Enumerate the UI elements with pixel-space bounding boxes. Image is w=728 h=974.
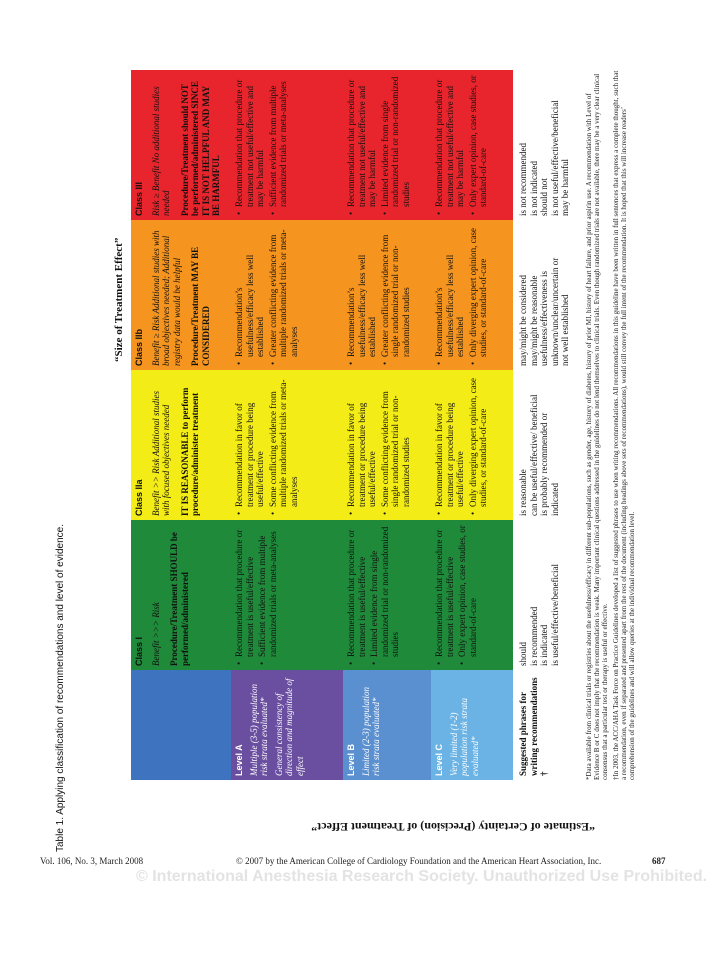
bullet: • Only expert opinion, case studies, or standard-of-care xyxy=(457,524,478,657)
bullet: • Limited evidence from single randomized trial or non-randomized studies xyxy=(380,74,412,207)
cell-b-class-iib xyxy=(343,220,431,370)
phrases-class-iib xyxy=(515,220,579,370)
phrase: is probably recommended or xyxy=(539,412,549,516)
class-name: Class I xyxy=(134,636,144,666)
cell-b-class-iii xyxy=(343,70,431,220)
class-desc: Benefit >>> Risk xyxy=(150,602,161,666)
phrase: not well established xyxy=(560,294,570,366)
bullet: • Recommendation that procedure or treatment is useful/effective xyxy=(234,524,255,657)
copyright: © 2007 by the American College of Cardiology Foundation and the American Heart Association, Inc. xyxy=(236,856,602,866)
phrase: should not xyxy=(539,178,549,216)
bullet: • Only expert opinion, case studies, or standard-of-care xyxy=(468,74,489,207)
class-name: Class IIa xyxy=(134,479,144,516)
phrase: is not recommended xyxy=(518,143,528,216)
footnote-data: *Data available from clinical trials or registries about the usefulness/efficacy in different sub-populations, such as gender, age, history of diabetes, history of prior MI, history of heart failure, and prior aspirin use. A recommendation with Level of Evidence B or C does not imply that the recommendation is weak. Many important clinical questions addressed in the guidelines do not lend themselves to clinical trials. Even though randomized trials are not available, there may be a very clear clinical consensus that a particular test or therapy is useful or effective. xyxy=(585,73,609,780)
level-desc-2: General consistency of direction and magnitude of effect xyxy=(273,678,305,776)
bullet: • Only diverging expert opinion, case studies, or standard-of-care xyxy=(468,224,489,357)
level-desc: Limited (2-3) population risk strata evaluated* xyxy=(360,687,381,776)
phrase: indicated xyxy=(549,483,560,516)
class-rec: Procedure/Treatment MAY BE CONSIDERED xyxy=(190,246,211,366)
phrases-class-i xyxy=(515,520,579,670)
level-a-cell xyxy=(231,670,343,780)
cell-b-class-i xyxy=(343,520,431,670)
phrase: is useful/effective/beneficial xyxy=(549,563,560,666)
class-name: Class III xyxy=(134,181,144,216)
phrases-label: Suggested phrases for writing recommendations † xyxy=(518,677,549,776)
cell-c-class-iia xyxy=(431,370,513,520)
cell-a-class-iia xyxy=(231,370,343,520)
bullet: • Some conflicting evidence from multiple randomized trials or meta-analyses xyxy=(268,374,300,507)
class-desc: Benefit ≥ Risk Additional studies with broad objectives needed; Additional registry data would be helpful xyxy=(150,230,182,366)
bullet: • Recommendation in favor of treatment or procedure being useful/effective xyxy=(434,374,466,507)
bullet: • Some conflicting evidence from single randomized trial or non-randomized studies xyxy=(380,374,412,507)
level-desc: Multiple (3-5) population risk strata evaluated* xyxy=(248,684,269,776)
table-title: Table 1. Applying classification of recommendations and level of evidence. xyxy=(55,524,66,852)
cell-c-class-i xyxy=(431,520,513,670)
phrase: may be harmful xyxy=(560,159,570,216)
level-c-cell xyxy=(431,670,513,780)
bullet: • Sufficient evidence from multiple randomized trials or meta-analyses xyxy=(257,524,278,657)
bullet: • Recommendation that procedure or treatment not useful/effective and may be harmful xyxy=(234,74,266,207)
bullet: • Recommendation’s usefulness/efficacy less well established xyxy=(346,224,378,357)
corner-cell xyxy=(131,670,231,780)
page-number: 687 xyxy=(652,856,666,866)
cell-c-class-iii xyxy=(431,70,513,220)
phrase: is indicated xyxy=(539,624,549,666)
class-rec: Procedure/Treatment SHOULD be performed/administered xyxy=(169,532,190,666)
phrase: may/might be reasonable xyxy=(528,275,539,366)
header-class-i xyxy=(131,520,231,670)
cell-b-class-iia xyxy=(343,370,431,520)
footnotes xyxy=(585,70,639,780)
bullet: • Sufficient evidence from multiple randomized trials or meta-analyses xyxy=(268,74,289,207)
journal-volume: Vol. 106, No. 3, March 2008 xyxy=(40,856,144,866)
bullet: • Recommendation’s usefulness/efficacy less well established xyxy=(234,224,266,357)
bullet: • Recommendation that procedure or treatment is useful/effective xyxy=(346,524,367,657)
watermark: © International Anesthesia Research Society. Unauthorized Use Prohibited. xyxy=(136,868,708,885)
cell-a-class-i xyxy=(231,520,343,670)
phrase: is recommended xyxy=(528,606,539,666)
level-name: Level C xyxy=(434,743,444,776)
bullet: • Greater conflicting evidence from single randomized trial or non-randomized studies xyxy=(380,224,412,357)
bullet: • Recommendation’s usefulness/efficacy less well established xyxy=(434,224,466,357)
phrase: is reasonable xyxy=(518,469,528,516)
header-row xyxy=(131,70,231,780)
phrase: can be useful/effective/ beneficial xyxy=(528,394,539,516)
cell-a-class-iii xyxy=(231,70,343,220)
cell-a-class-iib xyxy=(231,220,343,370)
phrases-class-iia xyxy=(515,370,579,520)
class-desc: Risk ≥ Benefit No additional studies needed xyxy=(150,86,171,216)
certainty-axis-label-wrap xyxy=(311,814,595,834)
rotated-page xyxy=(55,62,655,852)
phrase: is not indicated xyxy=(528,161,539,216)
phrase: may/might be considered xyxy=(518,275,528,366)
header-class-iii xyxy=(131,70,231,220)
bullet: • Recommendation that procedure or treatment not useful/effective and may be harmful xyxy=(346,74,378,207)
phrase: should xyxy=(518,641,528,666)
level-b-cell xyxy=(343,670,431,780)
level-a-row xyxy=(231,70,343,780)
level-name: Level B xyxy=(346,743,356,776)
bullet: • Greater conflicting evidence from multiple randomized trials or meta-analyses xyxy=(268,224,300,357)
class-desc: Benefit >> Risk Additional studies with focused objectives needed xyxy=(150,391,171,516)
class-name: Class IIb xyxy=(134,328,144,366)
size-of-effect-title: “Size of Treatment Effect” xyxy=(113,237,125,362)
header-class-iib xyxy=(131,220,231,370)
phrases-row xyxy=(515,70,579,780)
bullet: • Recommendation that procedure or treatment is useful/effective xyxy=(434,524,455,657)
level-name: Level A xyxy=(234,744,244,776)
footnote-phrases: †In 2003, the ACC/AHA Task Force on Practice Guidelines developed a list of suggested phrases to use when writing recommendations. All recommendations in this guideline have been written in full sentences that express a complete thought, such that a recommendation, even if separated and presented apart from the rest of the document (including headings above sets of recommendations), would still convey the full intent of the recommendation. It is hoped that this will increase readers’ comprehension of the guidelines and will allow queries at the individual recommendation level. xyxy=(612,70,636,780)
phrase: unknown/unclear/uncertain or xyxy=(549,257,560,366)
level-c-row xyxy=(431,70,513,780)
class-rec: Procedure/Treatment should NOT be performed/administered SINCE IT IS NOT HELPFUL AND MAY BE HARMFUL xyxy=(179,81,221,216)
level-b-row xyxy=(343,70,431,780)
phrase: usefulness/effectiveness is xyxy=(539,270,549,366)
phrase: is not useful/effective/beneficial xyxy=(549,100,560,216)
level-desc: Very limited (1-2) population risk strata evaluated* xyxy=(448,697,480,776)
phrases-class-iii xyxy=(515,70,579,220)
header-class-iia xyxy=(131,370,231,520)
bullet: • Recommendation that procedure or treatment not useful/effective and may be harmful xyxy=(434,74,466,207)
bullet: • Recommendation in favor of treatment or procedure being useful/effective xyxy=(346,374,378,507)
bullet: • Recommendation in favor of treatment or procedure being useful/effective xyxy=(234,374,266,507)
class-rec: IT IS REASONABLE to perform procedure/administer treatment xyxy=(179,387,200,516)
cell-c-class-iib xyxy=(431,220,513,370)
certainty-axis-label: “Estimate of Certainty (Precision) of Treatment Effect” xyxy=(311,820,595,834)
bullet: • Only diverging expert opinion, case studies, or standard-of-care xyxy=(468,374,489,507)
bullet: • Limited evidence from single randomized trial or non-randomized studies xyxy=(369,524,401,657)
